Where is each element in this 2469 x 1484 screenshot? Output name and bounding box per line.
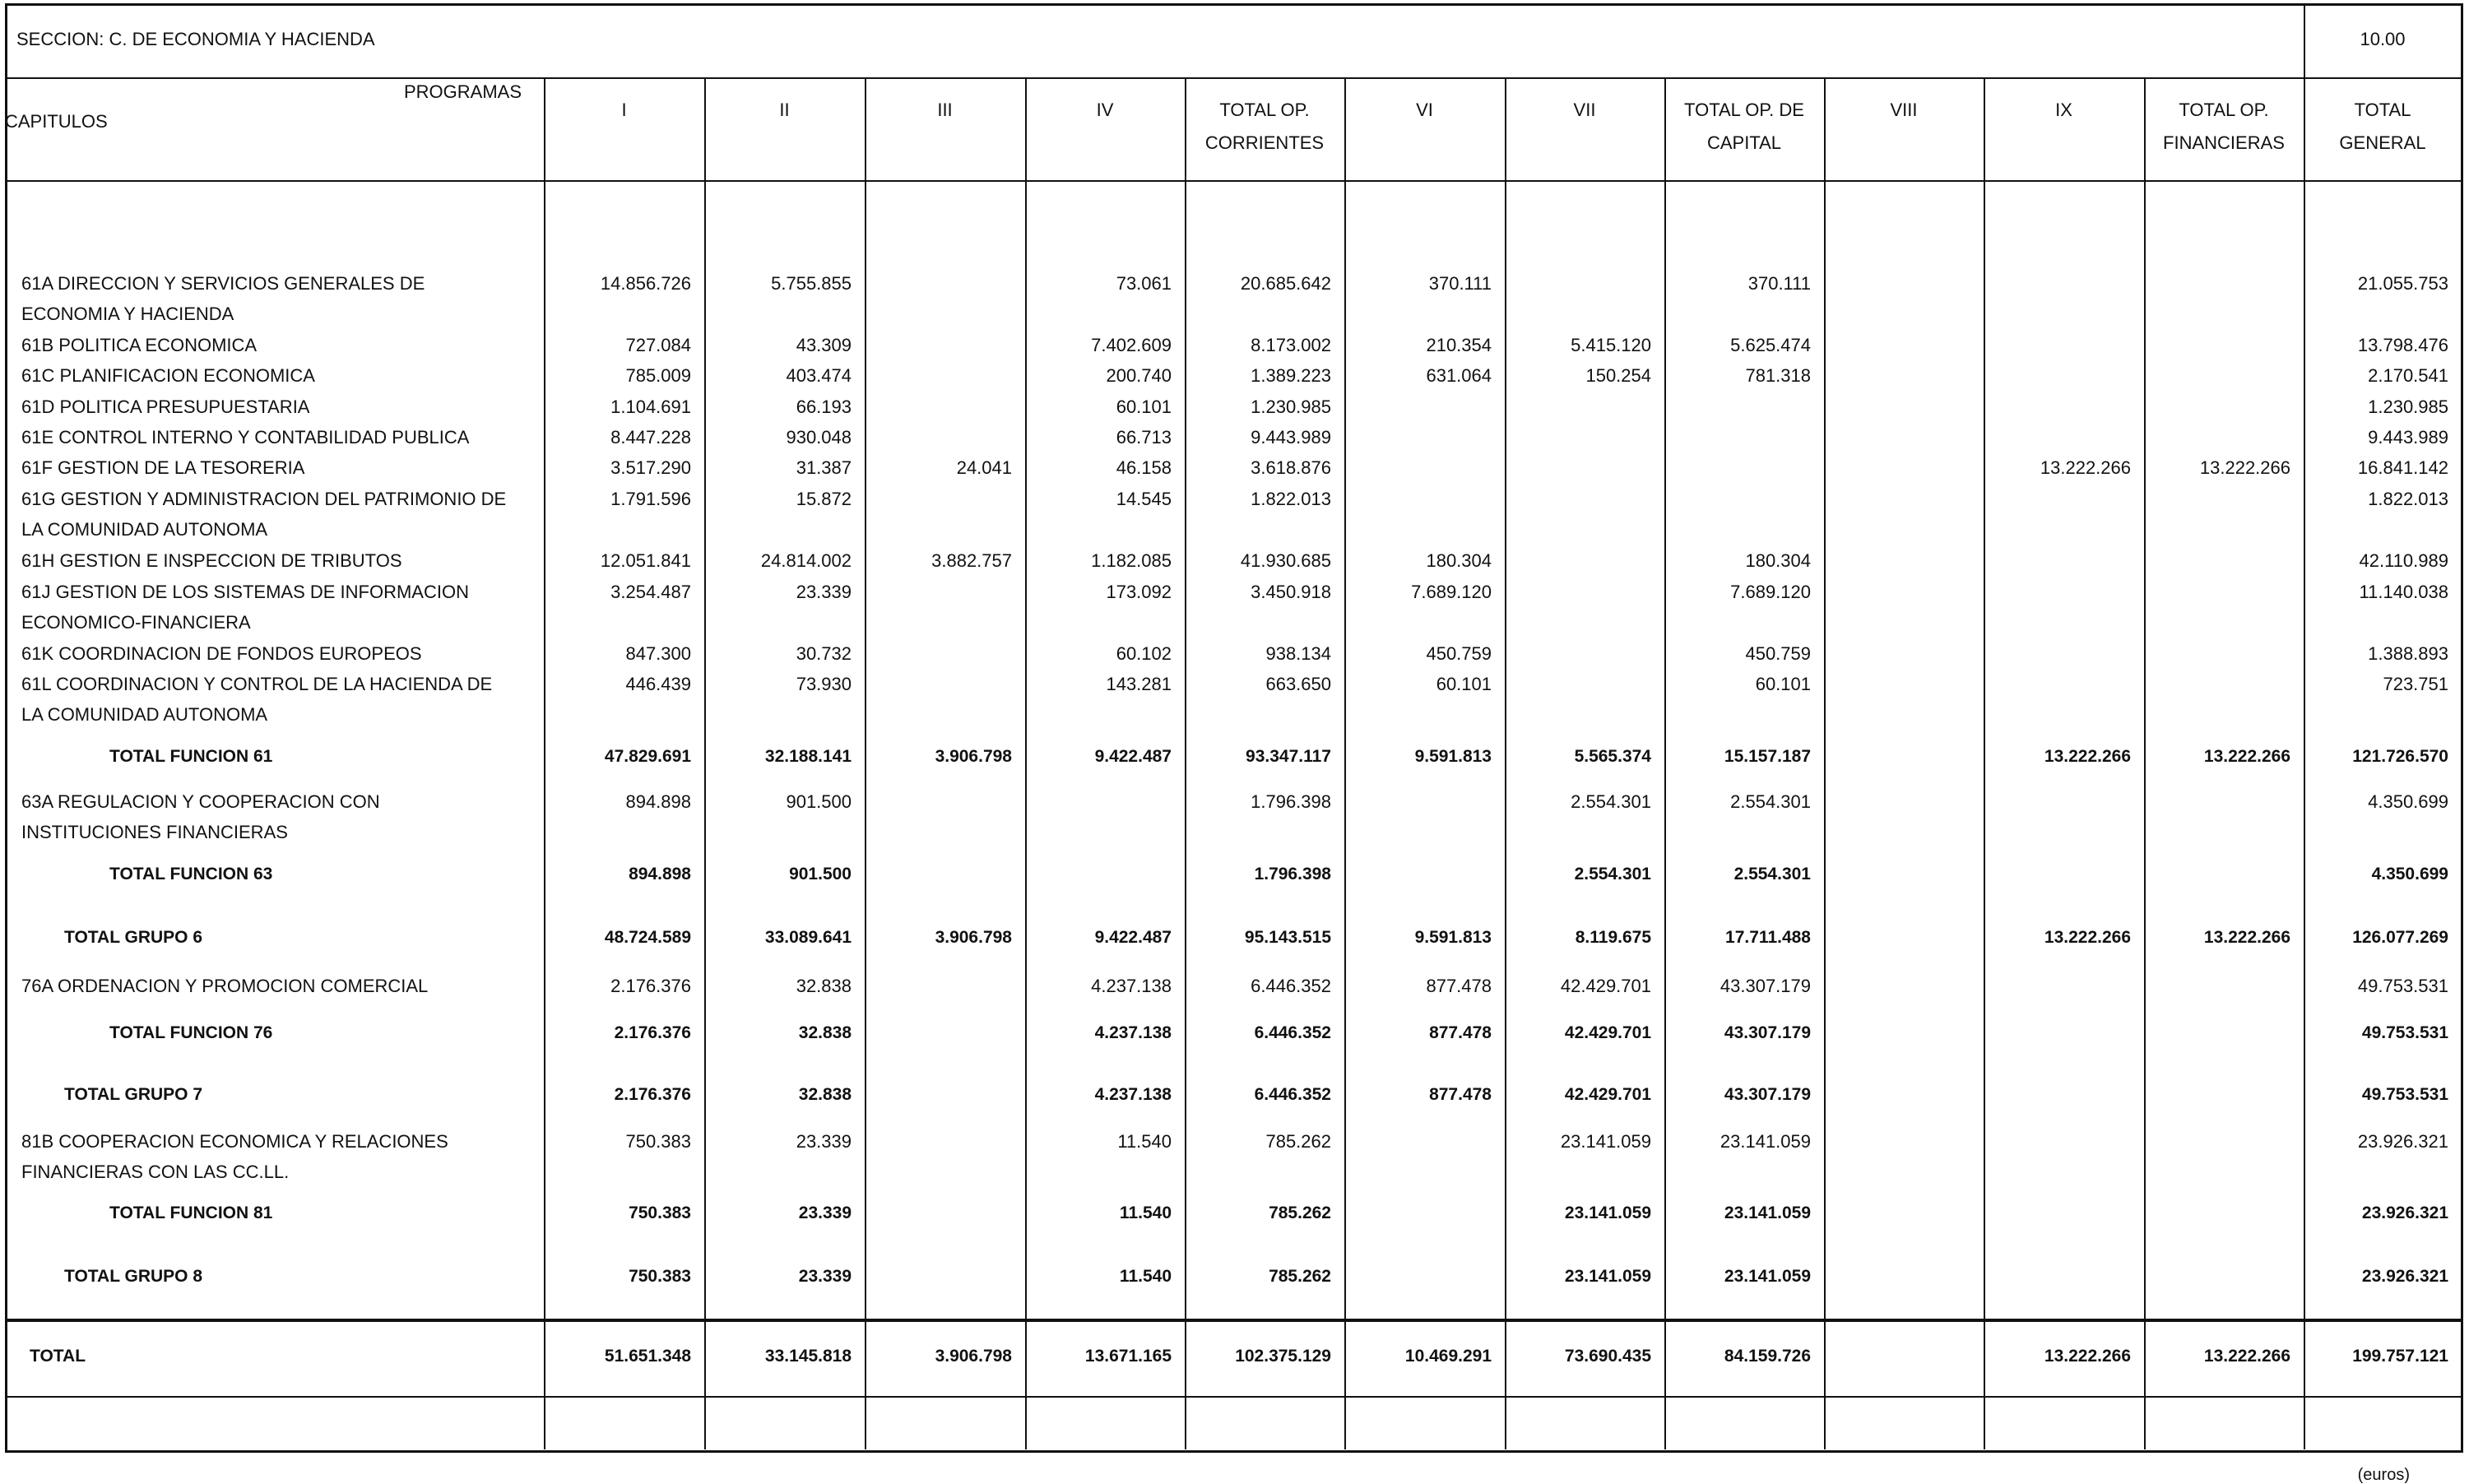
table-cell: 66.193 xyxy=(796,397,852,417)
table-cell: 785.262 xyxy=(1265,1131,1331,1152)
total-cell: 3.906.798 xyxy=(935,1347,1012,1366)
table-cell: 60.101 xyxy=(1116,397,1172,417)
column-header: VII xyxy=(1573,100,1596,120)
table-cell: 13.222.266 xyxy=(2044,747,2131,766)
subtotal-label: TOTAL GRUPO 7 xyxy=(64,1085,203,1104)
program-label: 61K COORDINACION DE FONDOS EUROPEOS xyxy=(21,643,422,664)
table-cell: 5.625.474 xyxy=(1730,335,1811,355)
table-cell: 13.798.476 xyxy=(2357,335,2448,355)
table-cell: 60.101 xyxy=(1436,674,1492,694)
table-cell: 3.254.487 xyxy=(610,582,691,602)
table-cell: 23.141.059 xyxy=(1724,1203,1811,1222)
table-cell: 7.689.120 xyxy=(1730,582,1811,602)
program-label: 63A REGULACION Y COOPERACION CON xyxy=(21,791,380,812)
table-cell: 446.439 xyxy=(625,674,691,694)
table-cell: 180.304 xyxy=(1745,550,1811,571)
table-cell: 49.753.531 xyxy=(2357,976,2448,996)
table-cell: 901.500 xyxy=(789,865,852,883)
table-cell: 938.134 xyxy=(1265,643,1331,664)
table-cell: 32.838 xyxy=(796,976,852,996)
table-cell: 33.089.641 xyxy=(764,928,852,947)
table-cell: 403.474 xyxy=(786,365,852,386)
total-cell: 84.159.726 xyxy=(1724,1347,1811,1366)
table-cell: 42.429.701 xyxy=(1564,1023,1651,1042)
table-cell: 5.565.374 xyxy=(1574,747,1651,766)
total-label: TOTAL xyxy=(30,1347,86,1366)
table-cell: 42.110.989 xyxy=(2359,550,2448,571)
subtotal-label: TOTAL GRUPO 8 xyxy=(64,1267,203,1286)
table-cell: 9.591.813 xyxy=(1414,928,1492,947)
table-cell: 877.478 xyxy=(1426,976,1492,996)
table-cell: 1.796.398 xyxy=(1254,865,1331,883)
table-cell: 60.102 xyxy=(1116,643,1172,664)
program-label: 61H GESTION E INSPECCION DE TRIBUTOS xyxy=(21,550,402,571)
table-cell: 723.751 xyxy=(2383,674,2448,694)
table-cell: 1.822.013 xyxy=(1251,489,1331,509)
table-cell: 2.170.541 xyxy=(2368,365,2448,386)
table-cell: 16.841.142 xyxy=(2357,457,2448,478)
column-divider xyxy=(1824,77,1826,1449)
table-cell: 13.222.266 xyxy=(2203,928,2290,947)
table-cell: 43.307.179 xyxy=(1719,976,1811,996)
table-cell: 66.713 xyxy=(1116,427,1172,448)
table-cell: 847.300 xyxy=(625,643,691,664)
table-cell: 9.443.989 xyxy=(2368,427,2448,448)
table-cell: 143.281 xyxy=(1106,674,1172,694)
table-cell: 785.262 xyxy=(1269,1203,1331,1222)
table-cell: 2.554.301 xyxy=(1571,791,1651,812)
table-cell: 23.141.059 xyxy=(1560,1131,1651,1152)
table-cell: 1.230.985 xyxy=(2368,397,2448,417)
table-cell: 4.237.138 xyxy=(1091,976,1172,996)
program-label: 61C PLANIFICACION ECONOMICA xyxy=(21,365,315,386)
column-header: CORRIENTES xyxy=(1204,132,1325,153)
table-cell: 3.906.798 xyxy=(935,928,1012,947)
program-label: 61D POLITICA PRESUPUESTARIA xyxy=(21,397,310,417)
table-cell: 5.755.855 xyxy=(771,273,852,294)
column-header-divider xyxy=(7,180,2461,182)
table-cell: 24.814.002 xyxy=(760,550,852,571)
table-cell: 21.055.753 xyxy=(2357,273,2448,294)
table-cell: 42.429.701 xyxy=(1564,1085,1651,1104)
table-cell: 73.930 xyxy=(796,674,852,694)
total-cell: 102.375.129 xyxy=(1235,1347,1331,1366)
table-cell: 11.540 xyxy=(1119,1267,1172,1286)
table-cell: 11.140.038 xyxy=(2359,582,2448,602)
table-cell: 1.796.398 xyxy=(1251,791,1331,812)
table-cell: 930.048 xyxy=(786,427,852,448)
column-header: IV xyxy=(1096,100,1114,120)
table-cell: 46.158 xyxy=(1116,457,1172,478)
units-note: (euros) xyxy=(2357,1466,2410,1484)
table-cell: 48.724.589 xyxy=(604,928,691,947)
table-cell: 23.141.059 xyxy=(1564,1267,1651,1286)
table-cell: 47.829.691 xyxy=(604,747,691,766)
subtotal-label: TOTAL FUNCION 76 xyxy=(109,1023,273,1042)
table-cell: 4.350.699 xyxy=(2368,791,2448,812)
table-cell: 43.307.179 xyxy=(1724,1023,1811,1042)
table-cell: 5.415.120 xyxy=(1571,335,1651,355)
column-header: II xyxy=(779,100,790,120)
subtotal-label: TOTAL GRUPO 6 xyxy=(64,928,203,947)
table-cell: 23.926.321 xyxy=(2361,1267,2448,1286)
table-cell: 1.822.013 xyxy=(2368,489,2448,509)
column-header: III xyxy=(937,100,953,120)
total-cell: 33.145.818 xyxy=(764,1347,852,1366)
table-cell: 2.554.301 xyxy=(1730,791,1811,812)
table-cell: 43.309 xyxy=(796,335,852,355)
table-cell: 9.591.813 xyxy=(1414,747,1492,766)
table-cell: 785.009 xyxy=(625,365,691,386)
program-label: ECONOMICO-FINANCIERA xyxy=(21,612,251,633)
table-cell: 6.446.352 xyxy=(1254,1023,1331,1042)
total-cell: 199.757.121 xyxy=(2352,1347,2448,1366)
table-cell: 12.051.841 xyxy=(600,550,691,571)
table-cell: 3.882.757 xyxy=(931,550,1012,571)
program-label: 61B POLITICA ECONOMICA xyxy=(21,335,258,355)
table-cell: 7.402.609 xyxy=(1091,335,1172,355)
table-cell: 6.446.352 xyxy=(1251,976,1331,996)
column-header: CAPITAL xyxy=(1706,132,1782,153)
column-header: TOTAL OP. DE xyxy=(1684,100,1804,120)
table-cell: 450.759 xyxy=(1745,643,1811,664)
table-cell: 93.347.117 xyxy=(1246,747,1331,766)
table-cell: 49.753.531 xyxy=(2361,1085,2448,1104)
table-cell: 6.446.352 xyxy=(1254,1085,1331,1104)
table-cell: 2.176.376 xyxy=(614,1023,691,1042)
column-header: TOTAL xyxy=(2354,100,2411,120)
table-cell: 150.254 xyxy=(1585,365,1651,386)
table-cell: 49.753.531 xyxy=(2361,1023,2448,1042)
total-cell: 51.651.348 xyxy=(604,1347,691,1366)
table-cell: 631.064 xyxy=(1426,365,1492,386)
table-cell: 9.422.487 xyxy=(1094,747,1172,766)
column-header: FINANCIERAS xyxy=(2163,132,2285,153)
table-cell: 126.077.269 xyxy=(2352,928,2448,947)
section-code: 10.00 xyxy=(2360,29,2406,49)
table-cell: 1.182.085 xyxy=(1091,550,1172,571)
total-cell: 13.222.266 xyxy=(2203,1347,2290,1366)
table-cell: 15.872 xyxy=(796,489,852,509)
program-label: LA COMUNIDAD AUTONOMA xyxy=(21,704,268,725)
total-cell: 13.222.266 xyxy=(2044,1347,2131,1366)
table-cell: 901.500 xyxy=(786,791,852,812)
capitulos-label: CAPITULOS xyxy=(5,111,108,132)
table-cell: 1.104.691 xyxy=(610,397,691,417)
table-cell: 23.339 xyxy=(796,1131,852,1152)
table-cell: 13.222.266 xyxy=(2203,747,2290,766)
table-cell: 13.222.266 xyxy=(2044,928,2131,947)
column-header: VIII xyxy=(1890,100,1918,120)
table-cell: 750.383 xyxy=(629,1267,691,1286)
section-title: SECCION: C. DE ECONOMIA Y HACIENDA xyxy=(16,29,375,49)
table-cell: 32.838 xyxy=(798,1023,852,1042)
table-cell: 3.906.798 xyxy=(935,747,1012,766)
total-cell: 13.671.165 xyxy=(1084,1347,1172,1366)
table-cell: 23.141.059 xyxy=(1719,1131,1811,1152)
table-cell: 2.176.376 xyxy=(614,1085,691,1104)
table-cell: 23.926.321 xyxy=(2357,1131,2448,1152)
subtotal-label: TOTAL FUNCION 81 xyxy=(109,1203,273,1222)
program-label: LA COMUNIDAD AUTONOMA xyxy=(21,519,268,540)
budget-table xyxy=(5,3,2463,1453)
table-cell: 30.732 xyxy=(796,643,852,664)
table-cell: 17.711.488 xyxy=(1725,928,1811,947)
program-label: 61E CONTROL INTERNO Y CONTABILIDAD PUBLICA xyxy=(21,427,470,448)
table-cell: 2.176.376 xyxy=(610,976,691,996)
table-cell: 200.740 xyxy=(1106,365,1172,386)
table-cell: 785.262 xyxy=(1269,1267,1331,1286)
column-header: TOTAL OP. xyxy=(1219,100,1310,120)
table-cell: 9.422.487 xyxy=(1094,928,1172,947)
table-cell: 11.540 xyxy=(1119,1203,1172,1222)
program-label: 61F GESTION DE LA TESORERIA xyxy=(21,457,305,478)
table-cell: 4.237.138 xyxy=(1094,1085,1172,1104)
table-cell: 121.726.570 xyxy=(2352,747,2448,766)
table-cell: 370.111 xyxy=(1428,273,1492,294)
program-label: 61A DIRECCION Y SERVICIOS GENERALES DE xyxy=(21,273,425,294)
table-cell: 60.101 xyxy=(1755,674,1811,694)
table-cell: 894.898 xyxy=(625,791,691,812)
table-cell: 4.237.138 xyxy=(1094,1023,1172,1042)
table-cell: 3.618.876 xyxy=(1251,457,1331,478)
total-divider-bottom xyxy=(7,1396,2461,1398)
table-cell: 2.554.301 xyxy=(1733,865,1811,883)
program-label: 61G GESTION Y ADMINISTRACION DEL PATRIMONIO DE xyxy=(21,489,507,509)
header-divider xyxy=(7,77,2461,79)
column-header: GENERAL xyxy=(2339,132,2426,153)
program-label: INSTITUCIONES FINANCIERAS xyxy=(21,822,288,842)
table-cell: 8.119.675 xyxy=(1575,928,1651,947)
table-cell: 23.339 xyxy=(798,1203,852,1222)
table-cell: 8.447.228 xyxy=(610,427,691,448)
table-cell: 727.084 xyxy=(625,335,691,355)
table-cell: 42.429.701 xyxy=(1560,976,1651,996)
program-label: 61L COORDINACION Y CONTROL DE LA HACIENDA DE xyxy=(21,674,493,694)
table-cell: 41.930.685 xyxy=(1240,550,1331,571)
table-cell: 894.898 xyxy=(629,865,691,883)
table-cell: 24.041 xyxy=(956,457,1012,478)
total-cell: 10.469.291 xyxy=(1404,1347,1492,1366)
table-cell: 23.141.059 xyxy=(1724,1267,1811,1286)
table-cell: 14.856.726 xyxy=(600,273,691,294)
table-cell: 2.554.301 xyxy=(1574,865,1651,883)
table-cell: 31.387 xyxy=(796,457,852,478)
table-cell: 14.545 xyxy=(1116,489,1172,509)
table-cell: 73.061 xyxy=(1116,273,1172,294)
table-cell: 877.478 xyxy=(1429,1085,1492,1104)
table-cell: 180.304 xyxy=(1426,550,1492,571)
table-cell: 450.759 xyxy=(1426,643,1492,664)
program-label: 81B COOPERACION ECONOMICA Y RELACIONES xyxy=(21,1131,448,1152)
program-label: 61J GESTION DE LOS SISTEMAS DE INFORMACION xyxy=(21,582,469,602)
subtotal-label: TOTAL FUNCION 61 xyxy=(109,747,273,766)
table-cell: 23.141.059 xyxy=(1564,1203,1651,1222)
table-cell: 877.478 xyxy=(1429,1023,1492,1042)
table-cell: 8.173.002 xyxy=(1251,335,1331,355)
program-label: 76A ORDENACION Y PROMOCION COMERCIAL xyxy=(21,976,429,996)
table-cell: 1.230.985 xyxy=(1251,397,1331,417)
table-cell: 32.188.141 xyxy=(764,747,852,766)
table-cell: 7.689.120 xyxy=(1411,582,1492,602)
table-cell: 13.222.266 xyxy=(2199,457,2290,478)
table-cell: 1.389.223 xyxy=(1251,365,1331,386)
table-cell: 3.517.290 xyxy=(610,457,691,478)
column-header: IX xyxy=(2055,100,2072,120)
table-cell: 4.350.699 xyxy=(2371,865,2448,883)
table-cell: 23.339 xyxy=(796,582,852,602)
program-label: ECONOMIA Y HACIENDA xyxy=(21,304,234,324)
table-cell: 23.339 xyxy=(798,1267,852,1286)
table-cell: 3.450.918 xyxy=(1251,582,1331,602)
table-cell: 20.685.642 xyxy=(1240,273,1331,294)
table-cell: 13.222.266 xyxy=(2040,457,2131,478)
program-label: FINANCIERAS CON LAS CC.LL. xyxy=(21,1162,290,1182)
subtotal-label: TOTAL FUNCION 63 xyxy=(109,865,273,883)
table-cell: 9.443.989 xyxy=(1251,427,1331,448)
table-cell: 43.307.179 xyxy=(1724,1085,1811,1104)
total-cell: 73.690.435 xyxy=(1564,1347,1651,1366)
table-cell: 23.926.321 xyxy=(2361,1203,2448,1222)
column-header: TOTAL OP. xyxy=(2179,100,2269,120)
programas-label: PROGRAMAS xyxy=(403,81,522,102)
table-cell: 173.092 xyxy=(1106,582,1172,602)
table-cell: 32.838 xyxy=(798,1085,852,1104)
column-header: VI xyxy=(1416,100,1433,120)
table-cell: 663.650 xyxy=(1265,674,1331,694)
table-cell: 370.111 xyxy=(1747,273,1811,294)
table-cell: 15.157.187 xyxy=(1724,747,1811,766)
table-cell: 750.383 xyxy=(629,1203,691,1222)
table-cell: 750.383 xyxy=(625,1131,691,1152)
table-cell: 1.388.893 xyxy=(2368,643,2448,664)
table-cell: 1.791.596 xyxy=(610,489,691,509)
table-cell: 210.354 xyxy=(1426,335,1492,355)
total-divider-top xyxy=(7,1319,2461,1322)
column-header: I xyxy=(621,100,627,120)
table-cell: 95.143.515 xyxy=(1244,928,1331,947)
table-cell: 11.540 xyxy=(1117,1131,1172,1152)
table-cell: 781.318 xyxy=(1745,365,1811,386)
